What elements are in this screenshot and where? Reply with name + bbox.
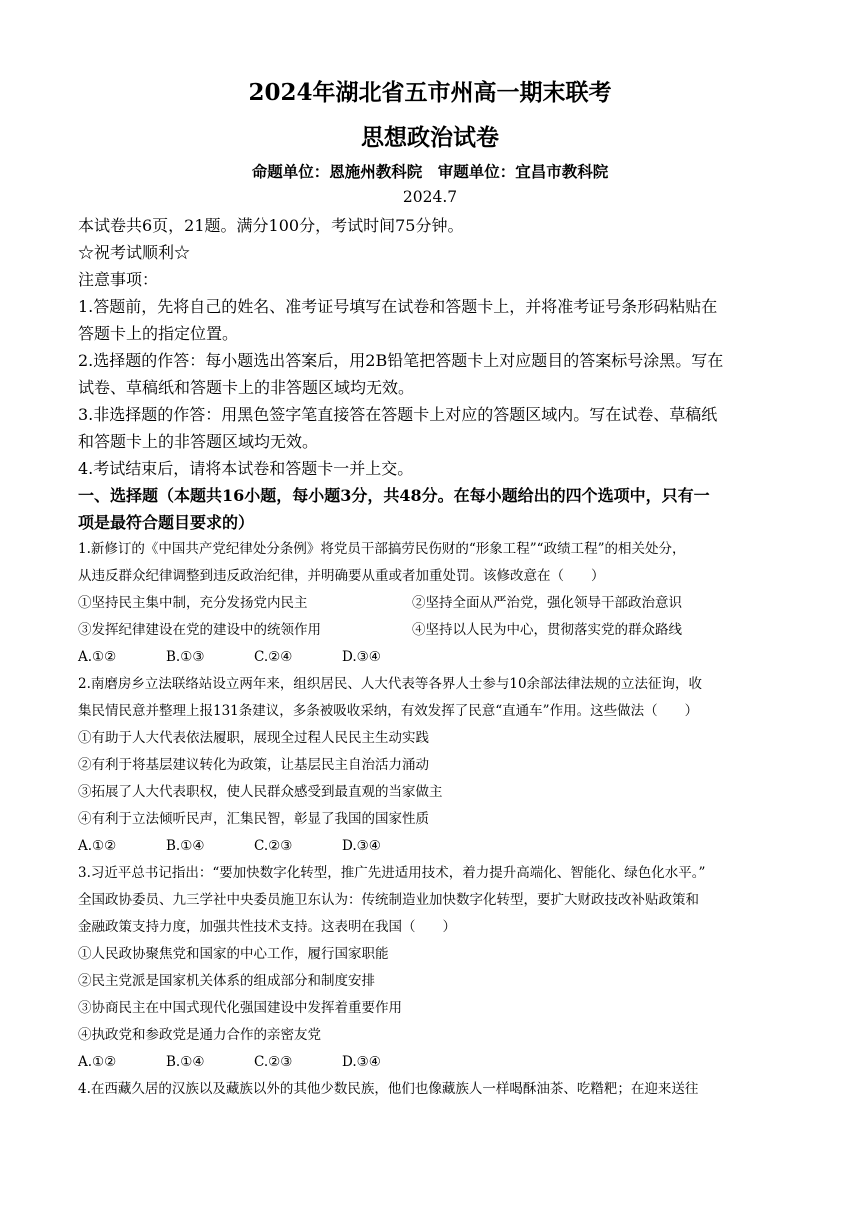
exam-title: 2024年湖北省五市州高一期末联考 xyxy=(248,79,612,106)
statement-item: ③协商民主在中国式现代化强国建设中发挥着重要作用 xyxy=(78,1000,402,1016)
answer-option: B.①④ xyxy=(166,1054,205,1070)
notice-line: 1.答题前，先将自己的姓名、准考证号填写在试卷和答题卡上，并将准考证号条形码粘贴在 xyxy=(78,297,718,316)
question-1-items xyxy=(78,590,784,617)
answer-option: A.①② xyxy=(78,838,117,854)
notice-line: 4.考试结束后，请将本试卷和答题卡一并上交。 xyxy=(78,459,414,478)
statement-item: ④执政党和参政党是通力合作的亲密友党 xyxy=(78,1027,321,1043)
question-3-stem: 金融政策支持力度，加强共性技术支持。这表明在我国（ ） xyxy=(78,919,456,935)
statement-item: ③发挥纪律建设在党的建设中的统领作用 xyxy=(78,622,321,638)
exam-subject: 思想政治试卷 xyxy=(361,124,499,151)
question-2-stem: 集民情民意并整理上报131条建议，多条被吸收采纳，有效发挥了民意“直通车”作用。这些做法（ ） xyxy=(78,703,699,719)
exam-date: 2024.7 xyxy=(402,188,458,206)
answer-option: D.③④ xyxy=(342,649,381,665)
statement-item: ②坚持全面从严治党，强化领导干部政治意识 xyxy=(412,595,682,611)
statement-item: ②民主党派是国家机关体系的组成部分和制度安排 xyxy=(78,973,375,989)
question-1-stem: 从违反群众纪律调整到违反政治纪律，并明确要从重或者加重处罚。该修改意在（ ） xyxy=(78,568,605,584)
exam-units: 命题单位：恩施州教科院 审题单位：宜昌市教科院 xyxy=(251,162,609,181)
answer-option: A.①② xyxy=(78,1054,117,1070)
section-heading: 一、选择题（本题共16小题，每小题3分，共48分。在每小题给出的四个选项中，只有一 xyxy=(78,486,710,505)
question-2-stem: 2.南磨房乡立法联络站设立两年来，组织居民、人大代表等各界人士参与10余部法律法规的立法征询，收 xyxy=(78,676,703,692)
statement-item: ④坚持以人民为中心，贯彻落实党的群众路线 xyxy=(412,622,682,638)
question-3-stem: 全国政协委员、九三学社中央委员施卫东认为：传统制造业加快数字化转型，要扩大财政技改补贴政策和 xyxy=(78,892,699,908)
notice-line: 试卷、草稿纸和答题卡上的非答题区域均无效。 xyxy=(78,378,415,397)
exam-wish: ☆祝考试顺利☆ xyxy=(78,243,191,262)
answer-option: B.①③ xyxy=(166,649,205,665)
question-4-stem: 4.在西藏久居的汉族以及藏族以外的其他少数民族，他们也像藏族人一样喝酥油茶、吃糌粑；在迎来送往 xyxy=(78,1081,699,1097)
exam-body xyxy=(78,212,784,1103)
statement-item: ②有利于将基层建议转化为政策，让基层民主自治活力涌动 xyxy=(78,757,429,773)
answer-option: D.③④ xyxy=(342,838,381,854)
statement-item: ④有利于立法倾听民声，汇集民智，彰显了我国的国家性质 xyxy=(78,811,429,827)
question-1-stem: 1.新修订的《中国共产党纪律处分条例》将党员干部搞劳民伤财的“形象工程”“政绩工程”的相关处分， xyxy=(78,541,686,557)
question-2-options xyxy=(78,833,784,860)
statement-item: ③拓展了人大代表职权，使人民群众感受到最直观的当家做主 xyxy=(78,784,443,800)
answer-option: D.③④ xyxy=(342,1054,381,1070)
exam-summary: 本试卷共6页，21题。满分100分，考试时间75分钟。 xyxy=(78,216,464,235)
answer-option: C.②③ xyxy=(254,1054,293,1070)
answer-option: A.①② xyxy=(78,649,117,665)
question-1-items xyxy=(78,617,784,644)
section-heading: 项是最符合题目要求的） xyxy=(78,513,255,532)
statement-item: ①人民政协聚焦党和国家的中心工作，履行国家职能 xyxy=(78,946,389,962)
question-3-options xyxy=(78,1049,784,1076)
notice-line: 3.非选择题的作答：用黑色签字笔直接答在答题卡上对应的答题区域内。写在试卷、草稿纸 xyxy=(78,405,718,424)
notice-line: 2.选择题的作答：每小题选出答案后，用2B铅笔把答题卡上对应题目的答案标号涂黑。写在 xyxy=(78,351,724,370)
question-1-options xyxy=(78,644,784,671)
notice-line: 答题卡上的指定位置。 xyxy=(78,324,239,343)
notice-line: 和答题卡上的非答题区域均无效。 xyxy=(78,432,319,451)
notice-title: 注意事项： xyxy=(78,270,159,289)
answer-option: B.①④ xyxy=(166,838,205,854)
statement-item: ①有助于人大代表依法履职，展现全过程人民民主生动实践 xyxy=(78,730,429,746)
statement-item: ①坚持民主集中制，充分发扬党内民主 xyxy=(78,595,308,611)
question-3-stem: 3.习近平总书记指出：“要加快数字化转型，推广先进适用技术，着力提升高端化、智能化、绿色化水平。” xyxy=(78,865,706,881)
answer-option: C.②④ xyxy=(254,649,293,665)
answer-option: C.②③ xyxy=(254,838,293,854)
